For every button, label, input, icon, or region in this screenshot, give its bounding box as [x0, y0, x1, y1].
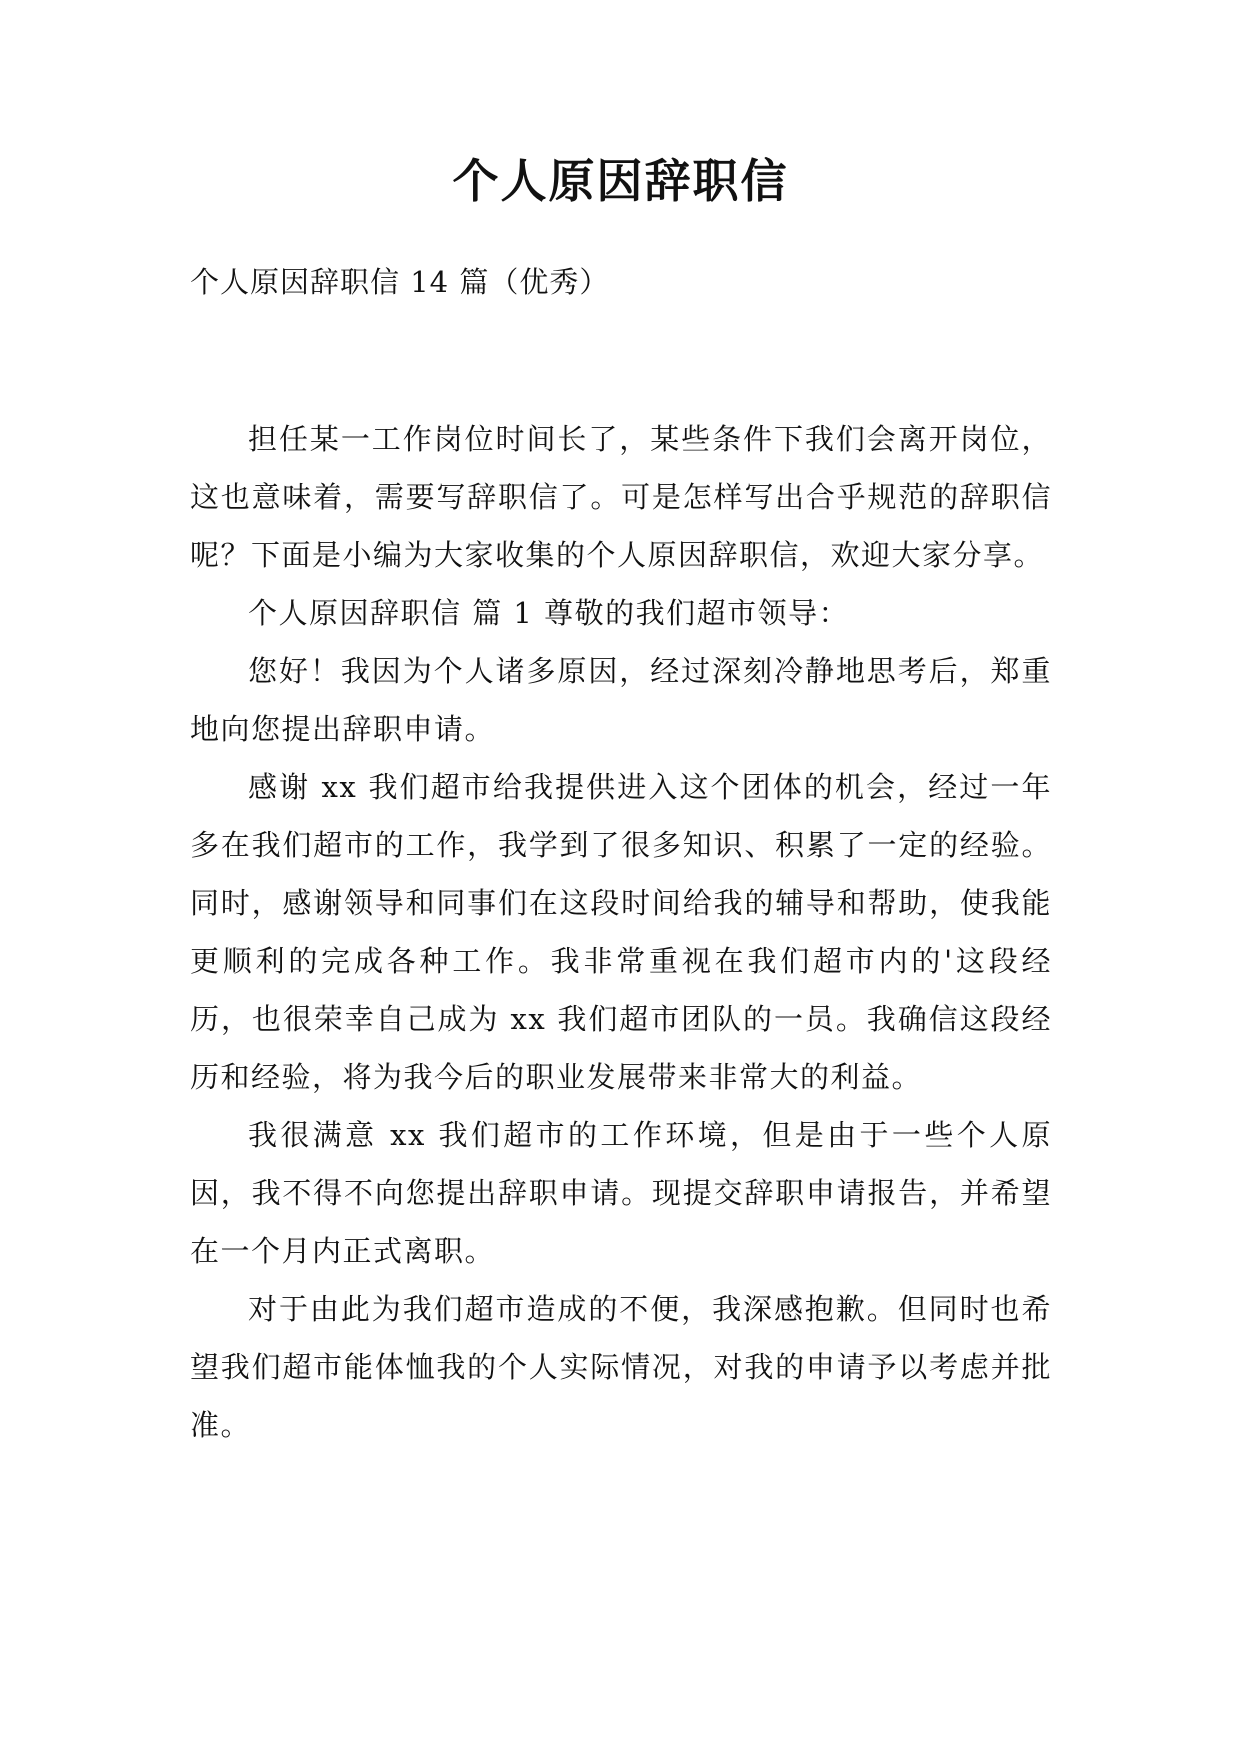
- paragraph-reason: 我很满意 xx 我们超市的工作环境，但是由于一些个人原因，我不得不向您提出辞职申请。现提交辞职申请报告，并希望在一个月内正式离职。: [190, 1118, 1052, 1268]
- paragraph-salutation: 个人原因辞职信 篇 1 尊敬的我们超市领导：: [248, 596, 850, 630]
- document-title: 个人原因辞职信: [452, 154, 789, 208]
- paragraph-thanks: 感谢 xx 我们超市给我提供进入这个团体的机会，经过一年多在我们超市的工作，我学到了很多知识、积累了一定的经验。同时，感谢领导和同事们在这段时间给我的辅导和帮助，使我能更顺利的完成各种工作。我非常重视在我们超市内的'这段经历，也很荣幸自己成为 xx 我们超市团队的一员。我确信这段经历和经验，将为我今后的职业发展带来非常大的利益。: [190, 770, 1052, 1094]
- document-subtitle: 个人原因辞职信 14 篇（优秀）: [190, 265, 610, 299]
- document-body: [190, 410, 1052, 1454]
- paragraph-apology: 对于由此为我们超市造成的不便，我深感抱歉。但同时也希望我们超市能体恤我的个人实际情况，对我的申请予以考虑并批准。: [190, 1292, 1052, 1442]
- paragraph-greeting: 您好！我因为个人诸多原因，经过深刻冷静地思考后，郑重地向您提出辞职申请。: [190, 654, 1052, 746]
- paragraph-intro: 担任某一工作岗位时间长了，某些条件下我们会离开岗位，这也意味着，需要写辞职信了。可是怎样写出合乎规范的辞职信呢？下面是小编为大家收集的个人原因辞职信，欢迎大家分享。: [190, 422, 1052, 572]
